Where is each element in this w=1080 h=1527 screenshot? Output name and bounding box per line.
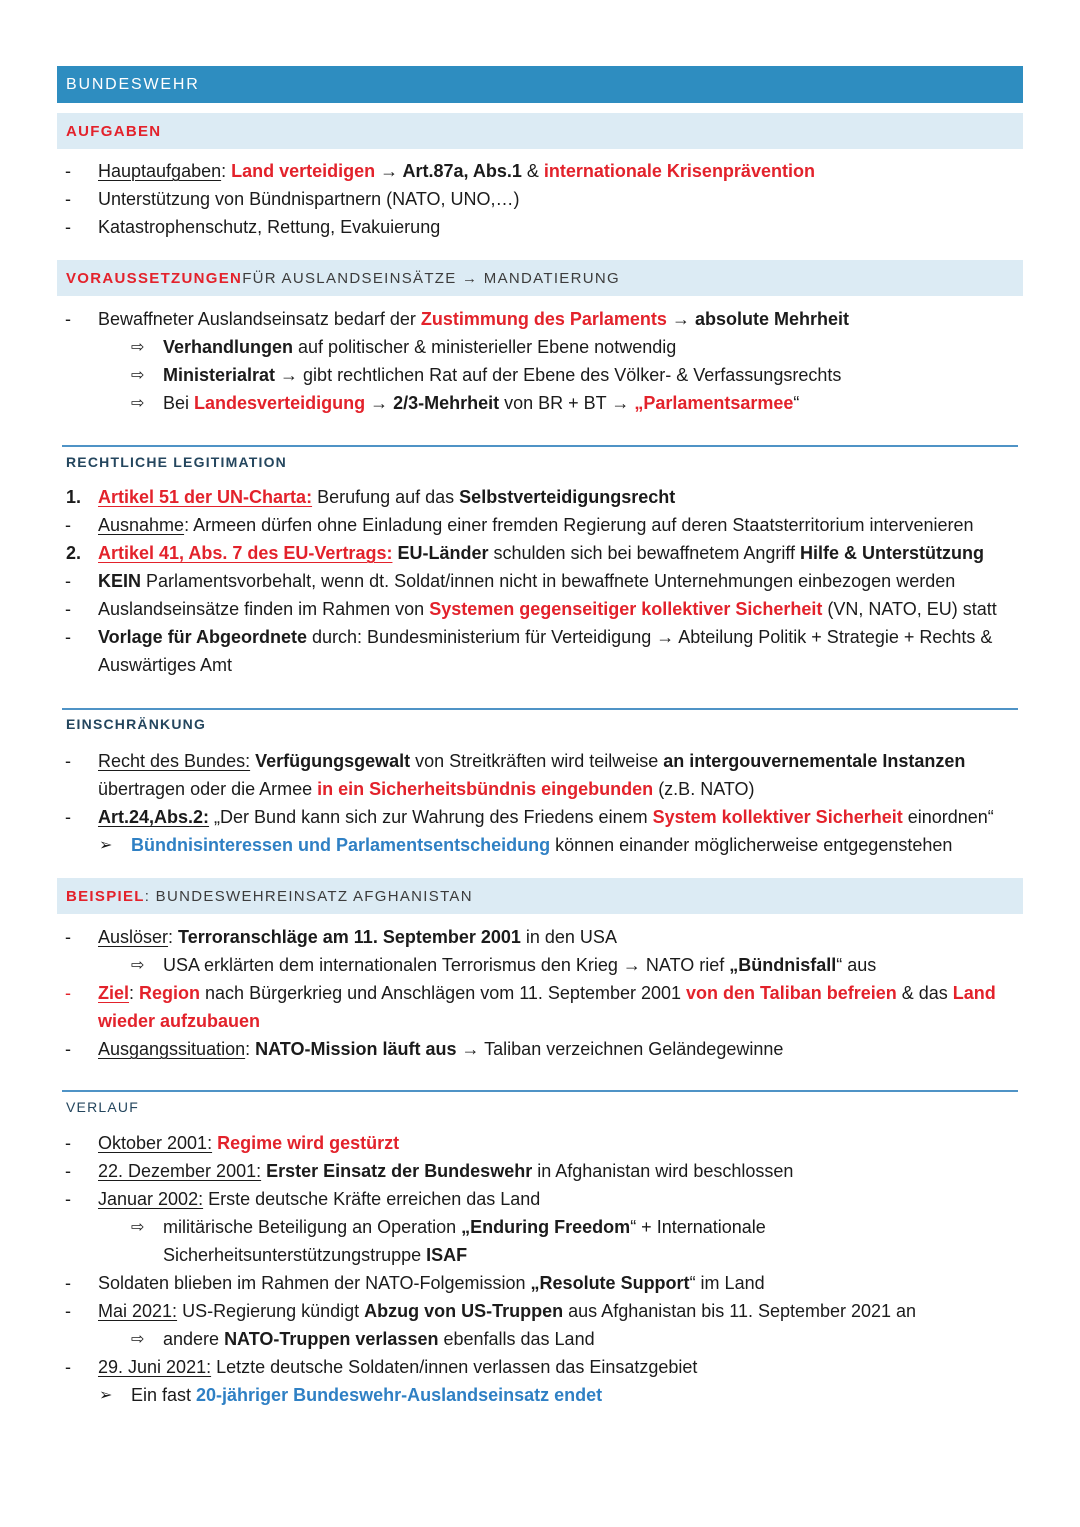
bullet-dash: - (65, 927, 71, 947)
line-text (98, 1269, 765, 1297)
key-point-text: BEISPIEL (66, 887, 145, 905)
list-item (0, 389, 1080, 417)
list-item (0, 747, 1080, 803)
list-item (0, 1381, 1080, 1409)
line-text (163, 1213, 766, 1241)
emphasis-text: → 2/3-Mehrheit (365, 393, 500, 413)
section-divider (62, 1090, 1018, 1092)
text-run: Parlamentsvorbehalt, wenn dt. Soldat/innen nicht in bewaffnete Unternehmungen einbezogen werden (141, 571, 956, 591)
text-run: “ + Internationale (630, 1217, 766, 1237)
aufgaben-list (0, 157, 1080, 241)
text-run: Katastrophenschutz, Rettung, Evakuierung (98, 217, 441, 237)
bullet-dash: - (65, 571, 71, 591)
text-run: einordnen“ (902, 807, 994, 827)
text-run: andere (163, 1329, 225, 1349)
list-line (0, 1269, 1080, 1297)
legitimation-list (0, 483, 1080, 679)
bullet-dash: - (65, 751, 71, 771)
list-item (0, 979, 1080, 1035)
list-item (0, 595, 1080, 623)
text-run: Letzte deutsche Soldaten/innen verlassen das Einsatzgebiet (211, 1357, 698, 1377)
text-run: : Armeen dürfen ohne Einladung einer fremden Regierung auf deren Staatsterritorium intervenieren (184, 515, 974, 535)
key-point-text: von den Taliban befreien (686, 983, 897, 1003)
list-line (0, 747, 1080, 775)
list-item (0, 1213, 1080, 1269)
list-line (0, 1035, 1080, 1063)
list-item (0, 1325, 1080, 1353)
list-item (0, 213, 1080, 241)
list-item (0, 333, 1080, 361)
einschraenkung-list (0, 747, 1080, 859)
arrow-right-icon: ⇨ (131, 365, 145, 384)
term-label: Ausgangssituation (98, 1039, 246, 1059)
term-label: Ausnahme (98, 515, 185, 535)
list-line (0, 979, 1080, 1007)
line-text (98, 483, 675, 511)
emphasis-text: NATO-Truppen verlassen (224, 1329, 439, 1349)
bullet-dash: - (65, 1133, 71, 1153)
list-item (0, 1129, 1080, 1157)
list-line (0, 1157, 1080, 1185)
bullet-dash: - (65, 1161, 71, 1181)
bullet-dash: - (65, 189, 71, 209)
text-run: Auslandseinsätze finden im Rahmen von (98, 599, 430, 619)
text-run: : BUNDESWEHREINSATZ AFGHANISTAN (144, 887, 473, 905)
key-point-text: Zustimmung des Parlaments (420, 309, 667, 329)
key-point-text: Systemen gegenseitiger kollektiver Sicherheit (429, 599, 823, 619)
bullet-dash: - (65, 515, 71, 535)
line-text (98, 567, 955, 595)
emphasis-text: → absolute Mehrheit (666, 309, 849, 329)
line-text (98, 305, 849, 333)
emphasis-text: KEIN (98, 571, 142, 591)
text-run: von BR + BT → (499, 393, 635, 413)
emphasis-text: ISAF (426, 1245, 468, 1265)
list-line (0, 1353, 1080, 1381)
bullet-number: 1. (66, 487, 82, 507)
key-point-text: VORAUSSETZUNGEN (66, 269, 243, 287)
text-run: & (521, 161, 544, 181)
pointer-arrow-icon: ➢ (99, 1385, 113, 1404)
section-header-voraussetzungen (57, 260, 1023, 296)
key-point-text: System kollektiver Sicherheit (652, 807, 903, 827)
line-text (163, 389, 799, 417)
term-label: Mai 2021: (98, 1301, 178, 1321)
text-run: : (129, 983, 140, 1003)
key-point-text: AUFGABEN (66, 122, 162, 140)
list-item (0, 1035, 1080, 1063)
line-text (163, 951, 876, 979)
term-label: Auslöser (98, 927, 169, 947)
list-item (0, 803, 1080, 831)
term-label: Recht des Bundes: (98, 751, 251, 771)
bullet-dash: - (65, 1357, 71, 1377)
text-run: in Afghanistan wird beschlossen (532, 1161, 794, 1181)
list-line (0, 389, 1080, 417)
text-run: Ein fast (131, 1385, 197, 1405)
text-run: nach Bürgerkrieg und Anschlägen vom 11. September 2001 (200, 983, 687, 1003)
section-divider (62, 445, 1018, 447)
term-label: 22. Dezember 2001: (98, 1161, 262, 1181)
text-run: Sicherheitsunterstützungstruppe (163, 1245, 427, 1265)
list-line-continued (0, 775, 1080, 803)
line-text (98, 1157, 793, 1185)
key-point-text: internationale Krisenprävention (543, 161, 815, 181)
list-item (0, 185, 1080, 213)
emphasis-text: Erster Einsatz der Bundeswehr (266, 1161, 533, 1181)
list-line (0, 1213, 1080, 1241)
list-line (0, 157, 1080, 185)
text-run: „Der Bund kann sich zur Wahrung des Friedens einem (209, 807, 653, 827)
text-run: ebenfalls das Land (438, 1329, 595, 1349)
line-text (163, 1241, 467, 1269)
list-line (0, 483, 1080, 511)
arrow-right-icon: ⇨ (131, 337, 145, 356)
document-title: BUNDESWEHR (66, 75, 200, 93)
line-text (98, 595, 997, 623)
line-text (98, 1129, 399, 1157)
list-line (0, 1297, 1080, 1325)
line-text (131, 831, 952, 859)
line-text (98, 775, 755, 803)
list-item (0, 157, 1080, 185)
list-line (0, 333, 1080, 361)
list-item (0, 623, 1080, 679)
text-run: Soldaten blieben im Rahmen der NATO-Folgemission (98, 1273, 531, 1293)
line-text (98, 803, 994, 831)
term-label: Art.24,Abs.2: (98, 807, 210, 827)
line-text (98, 1007, 260, 1035)
key-term-label: Artikel 41, Abs. 7 des EU-Vertrags: (98, 543, 393, 563)
key-point-text: Regime wird gestürzt (217, 1133, 400, 1153)
section-header-legitimation (66, 452, 287, 472)
line-text (98, 979, 996, 1007)
list-item (0, 1185, 1080, 1213)
list-line-continued (0, 1007, 1080, 1035)
text-run: Bei (163, 393, 195, 413)
emphasis-text: „Resolute Support (530, 1273, 690, 1293)
arrow-right-icon: ⇨ (131, 1217, 145, 1236)
text-run: → gibt rechtlichen Rat auf der Ebene des Völker- & Verfassungsrechts (275, 365, 842, 385)
pointer-arrow-icon: ➢ (99, 835, 113, 854)
emphasis-text: Vorlage für Abgeordnete (98, 627, 308, 647)
line-text (98, 1297, 916, 1325)
line-text (98, 1353, 697, 1381)
key-point-text: Land verteidigen (231, 161, 376, 181)
line-text (163, 1325, 595, 1353)
bullet-dash: - (65, 1189, 71, 1209)
text-run: in den USA (520, 927, 617, 947)
emphasis-text: RECHTLICHE LEGITIMATION (66, 454, 287, 470)
list-line (0, 185, 1080, 213)
text-run: : (221, 161, 232, 181)
section-header-aufgaben (57, 113, 1023, 149)
text-run: Berufung auf das (312, 487, 460, 507)
beispiel-list (0, 923, 1080, 1063)
list-line (0, 361, 1080, 389)
text-run: US-Regierung kündigt (177, 1301, 365, 1321)
text-run: : (168, 927, 179, 947)
key-point-text: Land (952, 983, 996, 1003)
line-text (98, 747, 965, 775)
line-text (98, 511, 974, 539)
list-line (0, 831, 1080, 859)
text-run: & das (896, 983, 953, 1003)
emphasis-text: „Bündnisfall (729, 955, 837, 975)
emphasis-text: NATO-Mission läuft aus (255, 1039, 457, 1059)
emphasis-text: EU-Länder (397, 543, 489, 563)
key-point-text: „Parlamentsarmee (634, 393, 794, 413)
conclusion-text: 20-jähriger Bundeswehr-Auslandseinsatz endet (196, 1385, 603, 1405)
list-line (0, 1185, 1080, 1213)
emphasis-text: EINSCHRÄNKUNG (66, 716, 207, 732)
section-header-verlauf (66, 1097, 139, 1117)
bullet-dash: - (65, 807, 71, 827)
term-label: 29. Juni 2021: (98, 1357, 212, 1377)
bullet-dash: - (65, 983, 71, 1003)
emphasis-text: an intergouvernementale Instanzen (663, 751, 966, 771)
list-line (0, 923, 1080, 951)
emphasis-text: Ministerialrat (163, 365, 276, 385)
list-line (0, 213, 1080, 241)
text-run: “ (793, 393, 800, 413)
emphasis-text: Verfügungsgewalt (255, 751, 411, 771)
bullet-dash: - (65, 599, 71, 619)
list-item (0, 1297, 1080, 1325)
list-item (0, 1157, 1080, 1185)
key-term-label: Ziel (98, 983, 130, 1003)
list-item (0, 831, 1080, 859)
text-run: : (245, 1039, 256, 1059)
list-item (0, 1269, 1080, 1297)
text-run: (VN, NATO, EU) statt (822, 599, 997, 619)
emphasis-text: Verhandlungen (163, 337, 294, 357)
line-text (98, 923, 617, 951)
text-run: durch: Bundesministerium für Verteidigung → Abteilung Politik + Strategie + Rechts & (307, 627, 993, 647)
key-point-text: in ein Sicherheitsbündnis eingebunden (317, 779, 654, 799)
text-run: “ aus (836, 955, 877, 975)
list-line (0, 1129, 1080, 1157)
emphasis-text: Selbstverteidigungsrecht (459, 487, 676, 507)
text-run: VERLAUF (66, 1099, 139, 1115)
emphasis-text: „Enduring Freedom (461, 1217, 631, 1237)
line-text (163, 333, 676, 361)
list-line (0, 595, 1080, 623)
key-term-label: Artikel 51 der UN-Charta: (98, 487, 313, 507)
list-item (0, 511, 1080, 539)
verlauf-list (0, 1129, 1080, 1409)
bullet-number: 2. (66, 543, 82, 563)
list-item (0, 567, 1080, 595)
list-item (0, 923, 1080, 951)
bullet-dash: - (65, 161, 71, 181)
bullet-dash: - (65, 1273, 71, 1293)
list-line (0, 305, 1080, 333)
list-line-continued (0, 651, 1080, 679)
text-run: “ im Land (689, 1273, 765, 1293)
key-point-text: wieder aufzubauen (98, 1011, 261, 1031)
list-line (0, 567, 1080, 595)
bullet-dash: - (65, 309, 71, 329)
voraussetzungen-list (0, 305, 1080, 417)
list-line (0, 1381, 1080, 1409)
list-line (0, 539, 1080, 567)
emphasis-text: Abzug von US-Truppen (364, 1301, 564, 1321)
bullet-dash: - (65, 627, 71, 647)
document-title-bar (57, 66, 1023, 103)
line-text (98, 213, 440, 241)
emphasis-text: Terroranschläge am 11. September 2001 (178, 927, 521, 947)
line-text (98, 539, 984, 567)
key-point-text: Landesverteidigung (194, 393, 366, 413)
term-label: Januar 2002: (98, 1189, 204, 1209)
text-run: aus Afghanistan bis 11. September 2021 an (563, 1301, 917, 1321)
bullet-dash: - (65, 217, 71, 237)
section-header-beispiel (57, 878, 1023, 914)
text-run: Auswärtiges Amt (98, 655, 233, 675)
section-divider (62, 708, 1018, 710)
text-run: Unterstützung von Bündnispartnern (NATO, UNO,…) (98, 189, 520, 209)
list-item (0, 305, 1080, 333)
arrow-right-icon: ⇨ (131, 955, 145, 974)
bullet-dash: - (65, 1301, 71, 1321)
line-text (163, 361, 841, 389)
list-line (0, 511, 1080, 539)
emphasis-text: → Art.87a, Abs.1 (375, 161, 522, 181)
list-item (0, 539, 1080, 567)
emphasis-text: Hilfe & Unterstützung (800, 543, 985, 563)
list-line (0, 803, 1080, 831)
line-text (131, 1381, 602, 1409)
text-run: Bewaffneter Auslandseinsatz bedarf der (98, 309, 421, 329)
list-line (0, 1325, 1080, 1353)
key-point-text: Region (139, 983, 201, 1003)
arrow-right-icon: ⇨ (131, 393, 145, 412)
arrow-right-icon: ⇨ (131, 1329, 145, 1348)
list-line-continued (0, 1241, 1080, 1269)
term-label: Hauptaufgaben (98, 161, 222, 181)
list-item (0, 483, 1080, 511)
list-line (0, 623, 1080, 651)
list-item (0, 951, 1080, 979)
text-run: auf politischer & ministerieller Ebene notwendig (293, 337, 677, 357)
text-run: militärische Beteiligung an Operation (163, 1217, 462, 1237)
text-run: schulden sich bei bewaffnetem Angriff (488, 543, 801, 563)
line-text (98, 623, 992, 651)
conclusion-text: Bündnisinteressen und Parlamentsentscheidung (131, 835, 551, 855)
line-text (98, 651, 232, 679)
list-line (0, 951, 1080, 979)
text-run: von Streitkräften wird teilweise (410, 751, 664, 771)
line-text (98, 1035, 783, 1063)
text-run: → Taliban verzeichnen Geländegewinne (456, 1039, 784, 1059)
list-item (0, 361, 1080, 389)
text-run: können einander möglicherweise entgegenstehen (550, 835, 953, 855)
text-run: übertragen oder die Armee (98, 779, 318, 799)
text-run: FÜR AUSLANDSEINSÄTZE → MANDATIERUNG (242, 269, 620, 287)
line-text (98, 1185, 540, 1213)
term-label: Oktober 2001: (98, 1133, 213, 1153)
bullet-dash: - (65, 1039, 71, 1059)
line-text (98, 185, 520, 213)
line-text (98, 157, 815, 185)
text-run: Erste deutsche Kräfte erreichen das Land (203, 1189, 541, 1209)
list-item (0, 1353, 1080, 1381)
text-run: (z.B. NATO) (653, 779, 755, 799)
text-run: USA erklärten dem internationalen Terrorismus den Krieg → NATO rief (163, 955, 730, 975)
section-header-einschraenkung (66, 714, 206, 734)
